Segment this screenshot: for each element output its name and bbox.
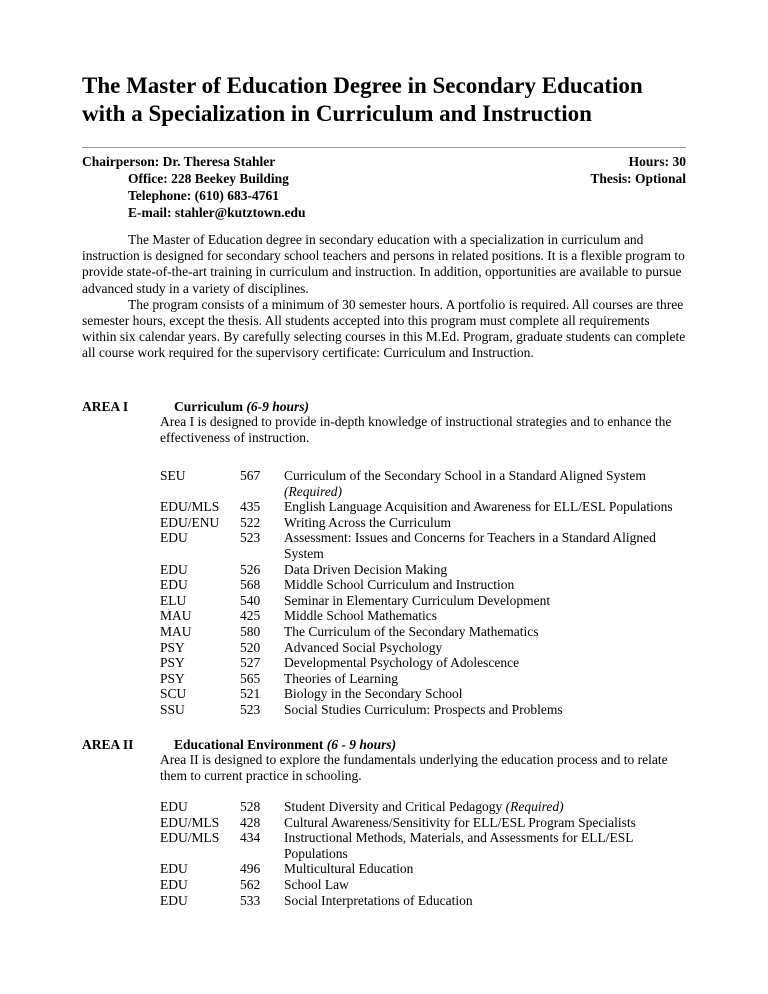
required-note: (Required) [505,799,564,814]
thesis: Thesis: Optional [590,171,686,186]
course-number: 522 [240,514,261,530]
course-row [160,530,690,561]
course-dept: EDU [160,861,188,877]
area-1-hours: (6-9 hours) [246,399,310,414]
intro-paragraph-2: The program consists of a minimum of 30 semester hours. A portfolio is required. All courses are three semester hours, except the thesis. All students accepted into this program must complete all requirements within six calendar years. By carefully selecting courses in this M.Ed. Program, graduate students can complete all course work required for the supervisory certificate: Curriculum and Instruction. [82,296,686,361]
course-number: 580 [240,623,261,639]
program-hours-block [590,153,686,187]
course-dept: EDU [160,530,188,546]
course-dept: EDU/MLS [160,814,220,830]
course-number: 520 [240,639,261,655]
course-row [160,577,690,593]
course-title: Middle School Curriculum and Instruction [284,577,515,593]
course-number: 568 [240,577,261,593]
course-title: Social Interpretations of Education [284,892,473,908]
area-2-course-list [160,799,690,908]
course-dept: EDU/MLS [160,830,220,846]
course-row [160,686,690,702]
course-title: School Law [284,876,349,892]
course-row [160,655,690,671]
page-title [82,72,702,128]
course-title: Biology in the Secondary School [284,686,463,702]
course-number: 523 [240,530,261,546]
course-title: English Language Acquisition and Awareness for ELL/ESL Populations [284,499,673,515]
course-title: Assessment: Issues and Concerns for Teachers in a Standard Aligned System [284,530,656,561]
course-title: Writing Across the Curriculum [284,514,452,530]
course-number: 540 [240,592,261,608]
chairperson: Chairperson: Dr. Theresa Stahler [82,154,276,169]
course-title: Instructional Methods, Materials, and Assessments for ELL/ESL Populations [284,830,633,861]
course-row [160,893,690,909]
hours: Hours: 30 [628,154,686,169]
course-title: Data Driven Decision Making [284,561,448,577]
telephone: Telephone: (610) 683-4761 [128,188,279,203]
course-row [160,815,690,831]
title-line-2: with a Specialization in Curriculum and Instruction [82,101,592,126]
course-number: 567 [240,468,261,483]
course-row [160,499,690,515]
course-number: 435 [240,499,261,515]
course-dept: SEU [160,468,186,483]
course-row [160,877,690,893]
course-dept: EDU/ENU [160,514,220,530]
contact-block [82,153,306,221]
email: E-mail: stahler@kutztown.edu [128,205,306,220]
course-title: Multicultural Education [284,861,414,877]
course-row [160,671,690,687]
area-2-name: Educational Environment [174,737,324,752]
course-row [160,830,690,861]
course-row [160,861,690,877]
course-row [160,702,690,718]
required-note: (Required) [284,483,342,499]
office: Office: 228 Beekey Building [128,171,289,186]
course-number: 562 [240,876,261,892]
course-dept: MAU [160,608,192,624]
course-title: Advanced Social Psychology [284,639,443,655]
course-title: Cultural Awareness/Sensitivity for ELL/ESL Program Specialists [284,814,636,830]
course-title: Social Studies Curriculum: Prospects and Problems [284,701,563,717]
area-2-label: AREA II [82,737,134,752]
course-number: 528 [240,799,261,814]
course-number: 526 [240,561,261,577]
course-number: 527 [240,655,261,671]
intro-paragraph-1: The Master of Education degree in secondary education with a specialization in curriculum and instruction is designed for secondary school teachers and persons in related positions. It is a flexible program to provide state-of-the-art training in curriculum and instruction. In addition, opportunities are available to pursue advanced study in a variety of disciplines. [82,232,685,296]
course-dept: PSY [160,639,185,655]
course-row [160,624,690,640]
area-1-title [174,399,309,415]
course-dept: SSU [160,701,185,717]
course-dept: PSY [160,655,185,671]
course-dept: EDU [160,799,188,814]
course-number: 496 [240,861,261,877]
course-row [160,608,690,624]
course-dept: EDU [160,876,188,892]
course-row [160,562,690,578]
course-row [160,593,690,609]
course-title: Middle School Mathematics [284,608,437,624]
course-row [160,640,690,656]
area-1-description: Area I is designed to provide in-depth knowledge of instructional strategies and to enhance the effectiveness of instruction. [160,414,672,446]
course-title: Developmental Psychology of Adolescence [284,655,520,671]
course-number: 521 [240,686,261,702]
area-1-name: Curriculum [174,399,243,414]
course-dept: MAU [160,623,192,639]
course-title: Curriculum of the Secondary School in a Standard Aligned System (Required) [284,468,646,499]
course-number: 428 [240,814,261,830]
course-title: Student Diversity and Critical Pedagogy (Required) [284,799,564,814]
course-row [160,515,690,531]
course-dept: EDU [160,561,188,577]
course-number: 425 [240,608,261,624]
course-dept: ELU [160,592,187,608]
program-description [82,232,687,362]
title-line-1: The Master of Education Degree in Secondary Education [82,73,643,98]
title-divider [82,147,686,148]
course-row [160,799,690,815]
course-row [160,468,690,499]
course-number: 533 [240,892,261,908]
course-title: Theories of Learning [284,670,398,686]
area-2-description: Area II is designed to explore the fundamentals underlying the education process and to relate them to current practice in schooling. [160,752,668,784]
course-dept: PSY [160,670,185,686]
area-1-course-list [160,468,690,718]
course-number: 523 [240,701,261,717]
area-2-title [174,737,396,753]
area-2-hours: (6 - 9 hours) [326,737,397,752]
course-dept: EDU [160,892,188,908]
course-dept: EDU/MLS [160,499,220,515]
course-title: The Curriculum of the Secondary Mathematics [284,623,539,639]
course-title: Seminar in Elementary Curriculum Development [284,592,551,608]
course-dept: EDU [160,577,188,593]
course-number: 434 [240,830,261,846]
course-number: 565 [240,670,261,686]
area-1-label: AREA I [82,399,129,414]
course-dept: SCU [160,686,187,702]
